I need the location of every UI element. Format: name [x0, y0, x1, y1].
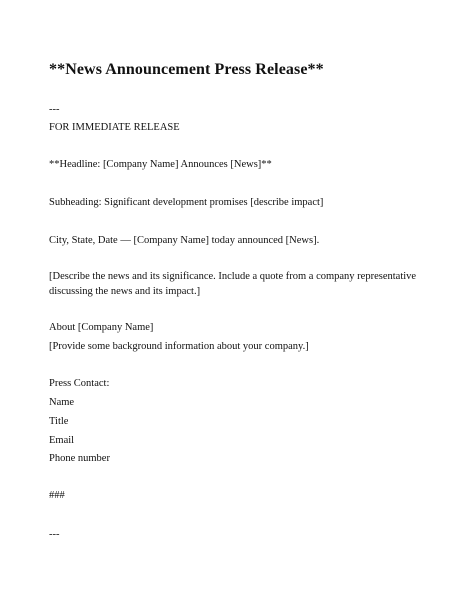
body-paragraph: [Describe the news and its significance. Include a quote from a company representative discussing the news and its impact.] — [49, 271, 417, 297]
press-contact-title: Title — [49, 416, 69, 427]
press-contact-heading: Press Contact: — [49, 378, 110, 389]
about-heading: About [Company Name] — [49, 322, 154, 333]
headline: **Headline: [Company Name] Announces [News]** — [49, 159, 272, 170]
dateline: City, State, Date — [Company Name] today announced [News]. — [49, 235, 320, 246]
subheading: Subheading: Significant development promises [describe impact] — [49, 197, 324, 208]
document-title: **News Announcement Press Release** — [49, 61, 324, 78]
release-line: FOR IMMEDIATE RELEASE — [49, 122, 180, 133]
separator-bottom: --- — [49, 529, 60, 540]
press-contact-name: Name — [49, 397, 75, 408]
end-mark: ### — [49, 490, 65, 501]
press-contact-phone: Phone number — [49, 453, 110, 464]
about-text: [Provide some background information about your company.] — [49, 341, 309, 352]
separator-top: --- — [49, 104, 60, 115]
press-contact-email: Email — [49, 435, 75, 446]
